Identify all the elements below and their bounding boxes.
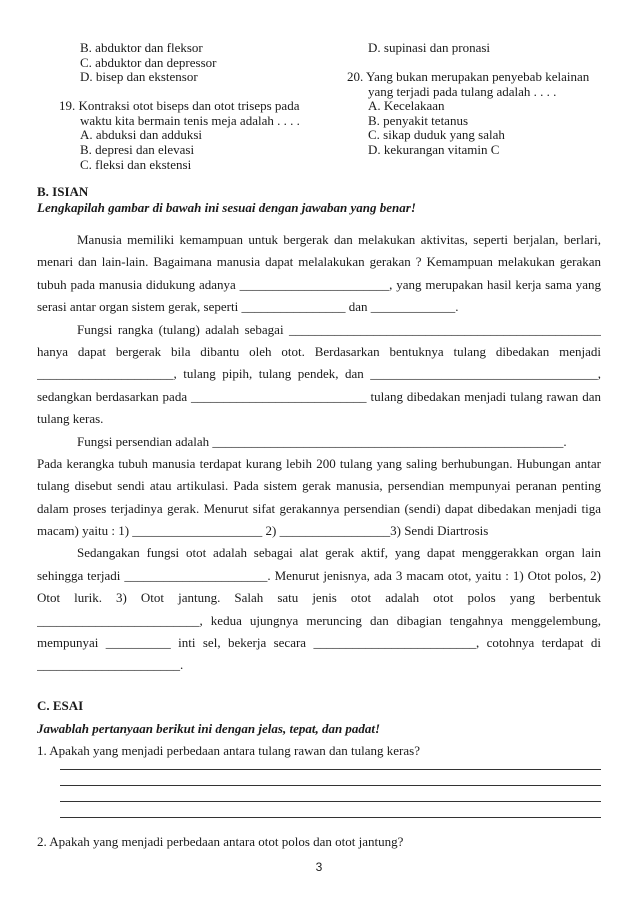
p1-line: tubuh pada manusia didukung adanya _______________________, yang merupakan hasil kerja sama yang bbox=[37, 276, 601, 292]
q20-question-line2: yang terjadi pada tulang adalah . . . . bbox=[368, 84, 557, 99]
section-b-body bbox=[37, 229, 601, 677]
p4-line: sehingga terjadi ______________________. Menurut jenisnya, ada 3 macam otot, yaitu : 1) Otot polos, 2) bbox=[37, 567, 601, 583]
answer-line bbox=[60, 769, 601, 770]
p1-line: Manusia memiliki kemampuan untuk bergerak dan melakukan aktivitas, seperti berjalan, berlari, bbox=[77, 232, 601, 247]
q19-question-line2: waktu kita bermain tenis meja adalah . . . . bbox=[80, 113, 300, 128]
p4-line: ______________________. bbox=[37, 657, 184, 673]
essay-question-2: 2. Apakah yang menjadi perbedaan antara otot polos dan otot jantung? bbox=[37, 834, 404, 849]
answer-line bbox=[60, 785, 601, 786]
q20-option-d: D. kekurangan vitamin C bbox=[368, 142, 500, 157]
p2-line: sedangkan berdasarkan pada ___________________________ tulang dibedakan menjadi tulang rawan dan bbox=[37, 388, 601, 404]
p3-line: macam) yaitu : 1) ____________________ 2) _________________3) Sendi Diartrosis bbox=[37, 523, 489, 539]
p2-line: Fungsi rangka (tulang) adalah sebagai ________________________________________________ bbox=[77, 321, 601, 337]
p3-line: Fungsi persendian adalah ______________________________________________________. bbox=[77, 433, 567, 449]
p3-line: dalam proses terjadinya gerak. Menurut sifat gerakannya persendian (sendi) dapat dibedakan menjadi tiga bbox=[37, 500, 601, 516]
page-number: 3 bbox=[315, 860, 323, 874]
q18-option-c: C. abduktor dan depressor bbox=[80, 55, 217, 70]
q20-question-line1: 20. Yang bukan merupakan penyebab kelainan bbox=[347, 69, 590, 84]
p2-line: hanya dapat bergerak bila dibantu oleh otot. Berdasarkan bentuknya tulang dibedakan menjadi bbox=[37, 343, 601, 359]
section-c-instruction: Jawablah pertanyaan berikut ini dengan jelas, tepat, dan padat! bbox=[37, 721, 381, 736]
p1-line: menari dan lain-lain. Bagaimana manusia dapat melalakukan gerakan ? Kemampuan melakukan gerakan bbox=[37, 254, 601, 270]
section-b-heading: B. ISIAN bbox=[37, 184, 89, 199]
p2-line: _____________________, tulang pipih, tulang pendek, dan ___________________________________, bbox=[37, 366, 601, 382]
q20-option-a: A. Kecelakaan bbox=[368, 98, 445, 113]
answer-line bbox=[60, 801, 601, 802]
q18-option-b: B. abduktor dan fleksor bbox=[80, 40, 203, 55]
q18-option-d: D. bisep dan ekstensor bbox=[80, 69, 198, 84]
q18-option-d-right: D. supinasi dan pronasi bbox=[368, 40, 491, 55]
p3-line: tulang disebut sendi atau artikulasi. Pada sistem gerak manusia, persendian mempunyai peranan penting bbox=[37, 478, 601, 494]
p4-line: _________________________, kedua ujungnya meruncing dan dibagian tengahnya menggelembung, bbox=[37, 612, 601, 628]
q19-option-a: A. abduksi dan adduksi bbox=[80, 127, 203, 142]
section-c-heading: C. ESAI bbox=[37, 698, 84, 713]
section-b-instruction: Lengkapilah gambar di bawah ini sesuai dengan jawaban yang benar! bbox=[37, 200, 416, 215]
p2-line: tulang keras. bbox=[37, 411, 104, 427]
q19-question-line1: 19. Kontraksi otot biseps dan otot triseps pada bbox=[59, 98, 300, 113]
q20-option-b: B. penyakit tetanus bbox=[368, 113, 469, 128]
p1-line: serasi antar organ sistem gerak, seperti ________________ dan _____________. bbox=[37, 299, 459, 315]
p4-line: Sedangakan fungsi otot adalah sebagai alat gerak aktif, yang dapat menggerakkan organ lain bbox=[77, 545, 601, 561]
essay-question-1: 1. Apakah yang menjadi perbedaan antara tulang rawan dan tulang keras? bbox=[37, 743, 420, 758]
p4-line: Otot lurik. 3) Otot jantung. Salah satu jenis otot adalah otot polos yang berbentuk bbox=[37, 590, 601, 606]
p4-line: mempunyai __________ inti sel, bekerja secara _________________________, cotohnya terdapat di bbox=[37, 635, 601, 651]
answer-line bbox=[60, 817, 601, 818]
q19-option-b: B. depresi dan elevasi bbox=[80, 142, 195, 157]
q19-option-c: C. fleksi dan ekstensi bbox=[80, 157, 192, 172]
q20-option-c: C. sikap duduk yang salah bbox=[368, 127, 505, 142]
p3-line: Pada kerangka tubuh manusia terdapat kurang lebih 200 tulang yang saling berhubungan. Hubungan antar bbox=[37, 455, 601, 471]
